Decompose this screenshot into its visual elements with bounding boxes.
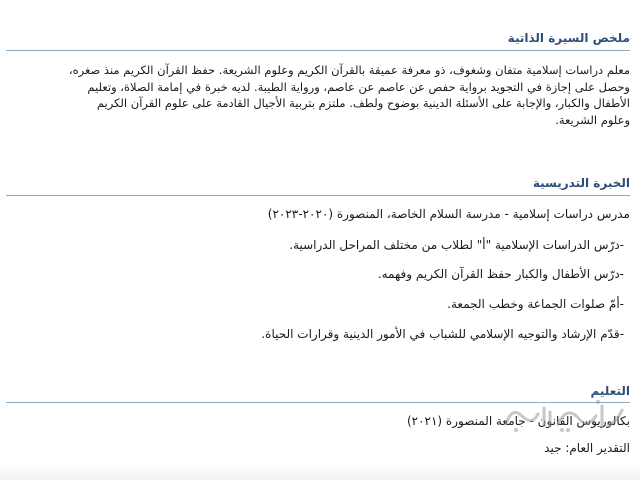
page-fade bbox=[0, 464, 640, 480]
experience-bullet: -درّس الدراسات الإسلامية "أ" لطلاب من مختلف المراحل الدراسية. bbox=[289, 238, 624, 252]
degree: بكالوريوس القانون - جامعة المنصورة (٢٠٢١) bbox=[406, 414, 630, 428]
experience-bullet: -قدّم الإرشاد والتوجيه الإسلامي للشباب في الأمور الدينية وقرارات الحياة. bbox=[261, 327, 624, 341]
experience-heading: الخبرة التدريسية bbox=[532, 176, 630, 190]
opensooq-watermark-logo bbox=[498, 396, 628, 436]
experience-divider bbox=[6, 195, 630, 196]
experience-bullet: -أمّ صلوات الجماعة وخطب الجمعة. bbox=[447, 297, 624, 311]
summary-paragraph bbox=[12, 62, 630, 128]
summary-divider bbox=[6, 50, 630, 51]
summary-line: الأطفال والكبار، والإجابة على الأسئلة الدينية بوضوح ولطف. ملتزم بتربية الأجيال القادمة على علوم القرآن الكريم bbox=[96, 96, 630, 110]
grade: التقدير العام: جيد bbox=[544, 441, 630, 455]
summary-line: وعلوم الشريعة. bbox=[555, 112, 630, 127]
summary-heading: ملخص السيرة الذاتية bbox=[507, 31, 630, 45]
experience-bullet: -درّس الأطفال والكبار حفظ القرآن الكريم وفهمه. bbox=[377, 267, 624, 281]
summary-line: معلم دراسات إسلامية متفان وشغوف، ذو معرفة عميقة بالقرآن الكريم وعلوم الشريعة. حفظ القرآن الكريم منذ صغره، bbox=[68, 63, 630, 77]
job-title: مدرس دراسات إسلامية - مدرسة السلام الخاصة، المنصورة (٢٠٢٠-٢٠٢٣) bbox=[267, 207, 630, 221]
summary-line: وحصل على إجازة في التجويد برواية حفص عن عاصم عن عاصم، ورواية الطيبة. لديه خبرة في إمامة الصلاة، وتعليم bbox=[87, 79, 630, 94]
education-heading: التعليم bbox=[590, 384, 630, 398]
